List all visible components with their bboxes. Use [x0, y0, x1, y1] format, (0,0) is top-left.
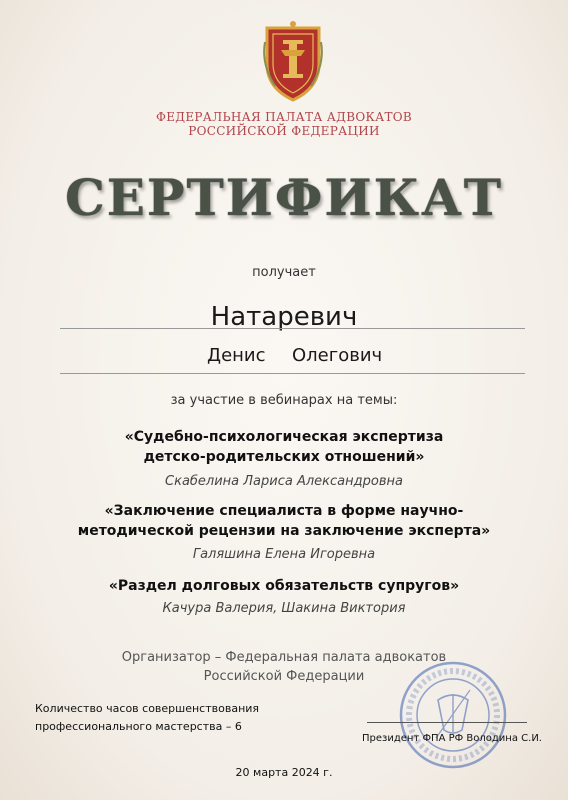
- receives-label: получает: [252, 265, 316, 280]
- topic-1-line1: «Судебно-психологическая экспертиза: [124, 429, 444, 445]
- hours-line2: профессионального мастерства – 6: [35, 720, 242, 733]
- topic-3: [0, 576, 568, 596]
- topic-2-speaker: Галяшина Елена Игоревна: [192, 547, 376, 562]
- topic-2: [0, 501, 568, 541]
- organizer-line2: Российской Федерации: [203, 669, 365, 684]
- certificate-title: СЕРТИФИКАТ: [64, 168, 504, 227]
- participation-text: за участие в вебинарах на темы:: [170, 393, 398, 408]
- organization-name-line1: ФЕДЕРАЛЬНАЯ ПАЛАТА АДВОКАТОВ: [155, 110, 413, 124]
- topic-3-speaker: Качура Валерия, Шакина Виктория: [162, 601, 406, 616]
- topic-2-line2: методической рецензии на заключение эксперта»: [77, 523, 491, 539]
- official-seal-stamp: [398, 660, 508, 770]
- president-signature: Президент ФПА РФ Володина С.И.: [362, 733, 542, 744]
- recipient-name: Денис: [207, 345, 266, 366]
- issue-date: 20 марта 2024 г.: [235, 766, 333, 779]
- recipient-patronymic: Олегович: [292, 345, 383, 366]
- topic-3-line1: «Раздел долговых обязательств супругов»: [108, 578, 460, 594]
- organization-name-line2: РОССИЙСКОЙ ФЕДЕРАЦИИ: [188, 124, 380, 138]
- topic-1: [0, 427, 568, 467]
- signature-line: [367, 722, 527, 723]
- hours-text: [35, 700, 259, 736]
- topic-1-speaker: Скабелина Лариса Александровна: [165, 474, 403, 489]
- name-underline: [60, 373, 525, 374]
- surname-underline: [60, 328, 525, 329]
- topic-2-line1: «Заключение специалиста в форме научно-: [104, 503, 464, 519]
- organizer-line1: Организатор – Федеральная палата адвокатов: [121, 650, 447, 665]
- fpa-emblem-icon: [261, 20, 325, 104]
- hours-line1: Количество часов совершенствования: [35, 702, 260, 715]
- recipient-surname: Натаревич: [210, 302, 358, 332]
- topic-1-line2: детско-родительских отношений»: [143, 449, 425, 465]
